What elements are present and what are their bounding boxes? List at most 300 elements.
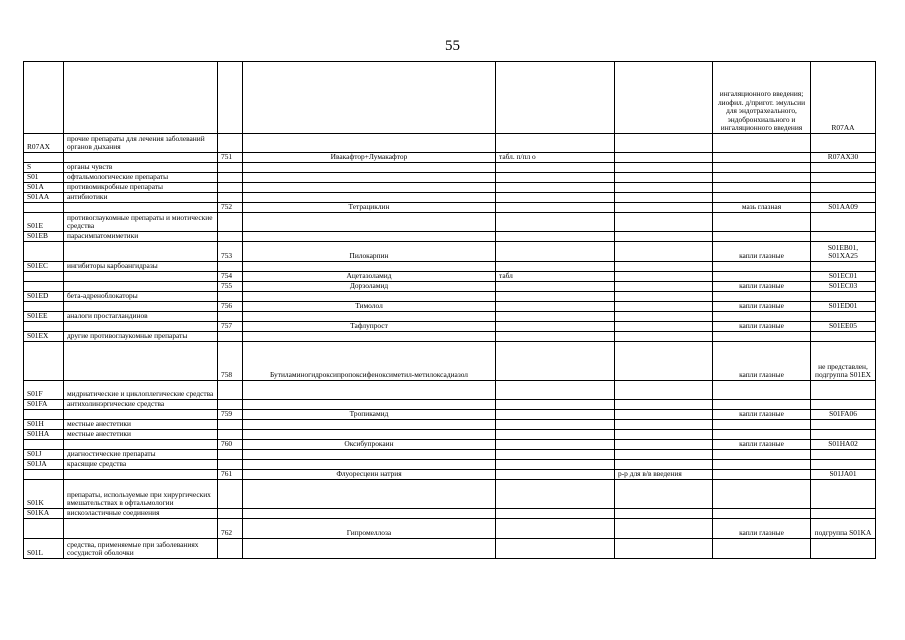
atc-reference-cell [811, 400, 876, 410]
table-row [24, 420, 876, 430]
group-name-cell: местные анестетики [64, 430, 218, 440]
row-number-cell [218, 332, 243, 342]
table-row [24, 163, 876, 173]
eye-form-cell [713, 312, 811, 322]
eye-form-cell [713, 173, 811, 183]
atc-reference-cell: не представлен, подгруппа S01EX [811, 342, 876, 381]
group-name-cell [64, 272, 218, 282]
table-row [24, 509, 876, 519]
table-row [24, 213, 876, 232]
group-name-cell: диагностические препараты [64, 450, 218, 460]
atc-reference-cell: S01EB01, S01XA25 [811, 242, 876, 262]
drug-name-cell: Бутиламиногидроксипропоксифеноксиметил-метилоксадиазол [243, 342, 496, 381]
extra-form-cell [615, 420, 713, 430]
row-number-cell [218, 450, 243, 460]
extra-form-cell [615, 440, 713, 450]
dosage-form-cell [496, 450, 615, 460]
row-number-cell: 754 [218, 272, 243, 282]
atc-reference-cell [811, 213, 876, 232]
drug-name-cell: Оксибупрокаин [243, 440, 496, 450]
table-row [24, 480, 876, 509]
extra-form-cell [615, 460, 713, 470]
atc-code-cell: S01A [24, 183, 64, 193]
group-name-cell: аналоги простагландинов [64, 312, 218, 322]
eye-form-cell: капли глазные [713, 440, 811, 450]
drug-name-cell [243, 450, 496, 460]
atc-code-cell [24, 440, 64, 450]
group-name-cell [64, 62, 218, 134]
atc-reference-cell: S01HA02 [811, 440, 876, 450]
dosage-form-cell [496, 262, 615, 272]
dosage-form-cell [496, 509, 615, 519]
eye-form-cell [713, 292, 811, 302]
group-name-cell: офтальмологические препараты [64, 173, 218, 183]
table-row [24, 62, 876, 134]
atc-reference-cell: S01JA01 [811, 470, 876, 480]
atc-code-cell: R07AX [24, 134, 64, 153]
atc-code-cell: S01K [24, 480, 64, 509]
extra-form-cell [615, 312, 713, 322]
table-row [24, 332, 876, 342]
dosage-form-cell [496, 539, 615, 559]
extra-form-cell [615, 163, 713, 173]
atc-code-cell: S01H [24, 420, 64, 430]
eye-form-cell [713, 539, 811, 559]
group-name-cell: парасимпатомиметики [64, 232, 218, 242]
dosage-form-cell [496, 203, 615, 213]
table-row [24, 203, 876, 213]
extra-form-cell [615, 292, 713, 302]
eye-form-cell: капли глазные [713, 519, 811, 539]
dosage-form-cell [496, 232, 615, 242]
drug-name-cell [243, 232, 496, 242]
eye-form-cell: ингаляционного введения; лиофил. д/пригот. эмульсии для эндотрахеального, эндобронхиального и ингаляционного введения [713, 62, 811, 134]
table-row [24, 312, 876, 322]
row-number-cell: 753 [218, 242, 243, 262]
drug-name-cell [243, 193, 496, 203]
group-name-cell: местные анестетики [64, 420, 218, 430]
atc-code-cell [24, 302, 64, 312]
dosage-form-cell [496, 213, 615, 232]
table-row [24, 272, 876, 282]
drug-name-cell: Тимолол [243, 302, 496, 312]
extra-form-cell [615, 153, 713, 163]
atc-code-cell: S01ED [24, 292, 64, 302]
group-name-cell [64, 519, 218, 539]
atc-code-cell [24, 410, 64, 420]
dosage-form-cell [496, 420, 615, 430]
eye-form-cell [713, 232, 811, 242]
dosage-form-cell [496, 282, 615, 292]
extra-form-cell [615, 480, 713, 509]
dosage-form-cell [496, 332, 615, 342]
dosage-form-cell [496, 322, 615, 332]
row-number-cell [218, 400, 243, 410]
dosage-form-cell [496, 242, 615, 262]
table-row [24, 410, 876, 420]
row-number-cell [218, 213, 243, 232]
eye-form-cell [713, 262, 811, 272]
drug-name-cell: Пилокарпин [243, 242, 496, 262]
extra-form-cell [615, 342, 713, 381]
drug-name-cell: Ацетазоламид [243, 272, 496, 282]
row-number-cell [218, 460, 243, 470]
table-row [24, 134, 876, 153]
group-name-cell: антихолинэргические средства [64, 400, 218, 410]
eye-form-cell: капли глазные [713, 322, 811, 332]
table-row [24, 440, 876, 450]
drug-name-cell [243, 292, 496, 302]
eye-form-cell [713, 420, 811, 430]
atc-code-cell: S01JA [24, 460, 64, 470]
table-row [24, 302, 876, 312]
table-row [24, 183, 876, 193]
atc-reference-cell: R07AA [811, 62, 876, 134]
dosage-form-cell [496, 342, 615, 381]
dosage-form-cell: табл [496, 272, 615, 282]
drug-name-cell: Гипромеллоза [243, 519, 496, 539]
eye-form-cell [713, 332, 811, 342]
table-row [24, 430, 876, 440]
row-number-cell [218, 430, 243, 440]
atc-code-cell [24, 282, 64, 292]
drug-name-cell: Дорзоламид [243, 282, 496, 292]
drug-list-table [23, 61, 876, 559]
drug-name-cell [243, 173, 496, 183]
extra-form-cell [615, 62, 713, 134]
group-name-cell: антибиотики [64, 193, 218, 203]
drug-name-cell [243, 163, 496, 173]
table-row [24, 262, 876, 272]
group-name-cell: красящие средства [64, 460, 218, 470]
table-row [24, 460, 876, 470]
extra-form-cell [615, 193, 713, 203]
row-number-cell: 762 [218, 519, 243, 539]
drug-name-cell [243, 213, 496, 232]
atc-reference-cell [811, 292, 876, 302]
drug-name-cell [243, 480, 496, 509]
drug-name-cell [243, 381, 496, 400]
dosage-form-cell [496, 460, 615, 470]
atc-reference-cell: S01EC01 [811, 272, 876, 282]
atc-reference-cell [811, 480, 876, 509]
atc-reference-cell [811, 134, 876, 153]
table-row [24, 400, 876, 410]
atc-code-cell: S [24, 163, 64, 173]
row-number-cell [218, 539, 243, 559]
dosage-form-cell [496, 470, 615, 480]
table-row [24, 342, 876, 381]
row-number-cell: 758 [218, 342, 243, 381]
group-name-cell: противоглаукомные препараты и миотические средства [64, 213, 218, 232]
eye-form-cell [713, 193, 811, 203]
dosage-form-cell [496, 292, 615, 302]
atc-reference-cell [811, 232, 876, 242]
group-name-cell: другие противоглаукомные препараты [64, 332, 218, 342]
row-number-cell [218, 312, 243, 322]
atc-code-cell: S01KA [24, 509, 64, 519]
eye-form-cell: капли глазные [713, 302, 811, 312]
drug-name-cell [243, 400, 496, 410]
row-number-cell [218, 509, 243, 519]
drug-name-cell [243, 430, 496, 440]
extra-form-cell [615, 539, 713, 559]
eye-form-cell [713, 272, 811, 282]
table-row [24, 519, 876, 539]
extra-form-cell [615, 450, 713, 460]
atc-code-cell [24, 470, 64, 480]
row-number-cell: 757 [218, 322, 243, 332]
atc-reference-cell [811, 460, 876, 470]
group-name-cell [64, 410, 218, 420]
group-name-cell: средства, применяемые при заболеваниях сосудистой оболочки [64, 539, 218, 559]
row-number-cell [218, 232, 243, 242]
atc-code-cell: S01F [24, 381, 64, 400]
atc-reference-cell: подгруппа S01KA [811, 519, 876, 539]
extra-form-cell [615, 232, 713, 242]
atc-code-cell: S01 [24, 173, 64, 183]
atc-reference-cell: S01FA06 [811, 410, 876, 420]
group-name-cell [64, 242, 218, 262]
table-row [24, 539, 876, 559]
extra-form-cell [615, 381, 713, 400]
table-row [24, 232, 876, 242]
drug-name-cell: Тропикамид [243, 410, 496, 420]
group-name-cell: бета-адреноблокаторы [64, 292, 218, 302]
row-number-cell: 756 [218, 302, 243, 312]
atc-reference-cell [811, 381, 876, 400]
group-name-cell [64, 342, 218, 381]
drug-name-cell: Флуоресцеин натрия [243, 470, 496, 480]
dosage-form-cell [496, 302, 615, 312]
atc-reference-cell: S01AA09 [811, 203, 876, 213]
eye-form-cell [713, 480, 811, 509]
table-row [24, 450, 876, 460]
row-number-cell: 761 [218, 470, 243, 480]
atc-reference-cell [811, 262, 876, 272]
extra-form-cell [615, 282, 713, 292]
table-row [24, 470, 876, 480]
dosage-form-cell [496, 163, 615, 173]
table-row [24, 173, 876, 183]
eye-form-cell [713, 460, 811, 470]
eye-form-cell [713, 134, 811, 153]
drug-name-cell [243, 183, 496, 193]
table-row [24, 242, 876, 262]
atc-code-cell: S01FA [24, 400, 64, 410]
row-number-cell [218, 292, 243, 302]
group-name-cell [64, 203, 218, 213]
group-name-cell [64, 153, 218, 163]
dosage-form-cell [496, 173, 615, 183]
eye-form-cell [713, 470, 811, 480]
dosage-form-cell [496, 410, 615, 420]
row-number-cell: 760 [218, 440, 243, 450]
row-number-cell [218, 183, 243, 193]
extra-form-cell [615, 183, 713, 193]
table-row [24, 292, 876, 302]
eye-form-cell: мазь глазная [713, 203, 811, 213]
eye-form-cell [713, 153, 811, 163]
row-number-cell [218, 173, 243, 183]
group-name-cell: препараты, используемые при хирургических вмешательствах в офтальмологии [64, 480, 218, 509]
row-number-cell: 752 [218, 203, 243, 213]
atc-code-cell [24, 242, 64, 262]
group-name-cell [64, 440, 218, 450]
atc-reference-cell [811, 332, 876, 342]
atc-code-cell: S01EC [24, 262, 64, 272]
extra-form-cell: р-р для в/в введения [615, 470, 713, 480]
row-number-cell [218, 134, 243, 153]
extra-form-cell [615, 509, 713, 519]
dosage-form-cell [496, 430, 615, 440]
atc-reference-cell [811, 312, 876, 322]
extra-form-cell [615, 203, 713, 213]
group-name-cell: прочие препараты для лечения заболеваний органов дыхания [64, 134, 218, 153]
atc-code-cell [24, 153, 64, 163]
row-number-cell [218, 262, 243, 272]
group-name-cell: вискоэластичные соединения [64, 509, 218, 519]
drug-name-cell [243, 134, 496, 153]
dosage-form-cell [496, 62, 615, 134]
row-number-cell [218, 381, 243, 400]
atc-code-cell: S01EE [24, 312, 64, 322]
table-row [24, 322, 876, 332]
atc-code-cell: S01J [24, 450, 64, 460]
group-name-cell: органы чувств [64, 163, 218, 173]
table-body [24, 62, 876, 559]
eye-form-cell [713, 183, 811, 193]
atc-reference-cell [811, 539, 876, 559]
atc-reference-cell: S01EC03 [811, 282, 876, 292]
atc-reference-cell [811, 173, 876, 183]
extra-form-cell [615, 242, 713, 262]
atc-code-cell [24, 62, 64, 134]
table-row [24, 193, 876, 203]
atc-reference-cell [811, 183, 876, 193]
atc-reference-cell [811, 430, 876, 440]
extra-form-cell [615, 519, 713, 539]
atc-reference-cell: R07AX30 [811, 153, 876, 163]
drug-name-cell [243, 509, 496, 519]
page-number: 55 [445, 38, 460, 54]
atc-reference-cell [811, 509, 876, 519]
group-name-cell [64, 302, 218, 312]
drug-name-cell: Ивакафтор+Лумакафтор [243, 153, 496, 163]
drug-name-cell: Тетрациклин [243, 203, 496, 213]
row-number-cell: 759 [218, 410, 243, 420]
group-name-cell [64, 322, 218, 332]
group-name-cell: ингибиторы карбоангидразы [64, 262, 218, 272]
atc-reference-cell [811, 193, 876, 203]
table-row [24, 282, 876, 292]
table-row [24, 381, 876, 400]
dosage-form-cell [496, 440, 615, 450]
extra-form-cell [615, 400, 713, 410]
eye-form-cell: капли глазные [713, 342, 811, 381]
eye-form-cell [713, 163, 811, 173]
row-number-cell [218, 480, 243, 509]
atc-code-cell [24, 203, 64, 213]
drug-name-cell [243, 420, 496, 430]
extra-form-cell [615, 213, 713, 232]
row-number-cell [218, 62, 243, 134]
group-name-cell [64, 282, 218, 292]
atc-code-cell: S01EB [24, 232, 64, 242]
eye-form-cell [713, 381, 811, 400]
row-number-cell: 751 [218, 153, 243, 163]
dosage-form-cell [496, 400, 615, 410]
atc-code-cell: S01E [24, 213, 64, 232]
row-number-cell [218, 163, 243, 173]
dosage-form-cell: табл. п/пл о [496, 153, 615, 163]
eye-form-cell: капли глазные [713, 410, 811, 420]
extra-form-cell [615, 302, 713, 312]
extra-form-cell [615, 272, 713, 282]
atc-code-cell [24, 272, 64, 282]
group-name-cell: противомикробные препараты [64, 183, 218, 193]
extra-form-cell [615, 262, 713, 272]
dosage-form-cell [496, 183, 615, 193]
table-row [24, 153, 876, 163]
eye-form-cell [713, 430, 811, 440]
dosage-form-cell [496, 480, 615, 509]
extra-form-cell [615, 173, 713, 183]
eye-form-cell: капли глазные [713, 282, 811, 292]
eye-form-cell [713, 213, 811, 232]
dosage-form-cell [496, 193, 615, 203]
drug-name-cell [243, 332, 496, 342]
drug-name-cell [243, 262, 496, 272]
atc-code-cell [24, 322, 64, 332]
atc-reference-cell: S01EE05 [811, 322, 876, 332]
eye-form-cell [713, 400, 811, 410]
atc-reference-cell [811, 163, 876, 173]
extra-form-cell [615, 332, 713, 342]
eye-form-cell [713, 509, 811, 519]
eye-form-cell: капли глазные [713, 242, 811, 262]
atc-reference-cell: S01ED01 [811, 302, 876, 312]
atc-code-cell: S01EX [24, 332, 64, 342]
atc-code-cell: S01AA [24, 193, 64, 203]
atc-code-cell [24, 519, 64, 539]
drug-name-cell [243, 312, 496, 322]
atc-code-cell: S01HA [24, 430, 64, 440]
drug-name-cell [243, 539, 496, 559]
row-number-cell: 755 [218, 282, 243, 292]
atc-code-cell: S01L [24, 539, 64, 559]
dosage-form-cell [496, 134, 615, 153]
drug-name-cell: Тафлупрост [243, 322, 496, 332]
extra-form-cell [615, 322, 713, 332]
atc-reference-cell [811, 420, 876, 430]
atc-reference-cell [811, 450, 876, 460]
dosage-form-cell [496, 381, 615, 400]
extra-form-cell [615, 134, 713, 153]
dosage-form-cell [496, 519, 615, 539]
row-number-cell [218, 420, 243, 430]
drug-name-cell [243, 460, 496, 470]
atc-code-cell [24, 342, 64, 381]
dosage-form-cell [496, 312, 615, 322]
eye-form-cell [713, 450, 811, 460]
group-name-cell [64, 470, 218, 480]
extra-form-cell [615, 410, 713, 420]
row-number-cell [218, 193, 243, 203]
extra-form-cell [615, 430, 713, 440]
group-name-cell: мидриатические и циклоплегические средства [64, 381, 218, 400]
drug-name-cell [243, 62, 496, 134]
